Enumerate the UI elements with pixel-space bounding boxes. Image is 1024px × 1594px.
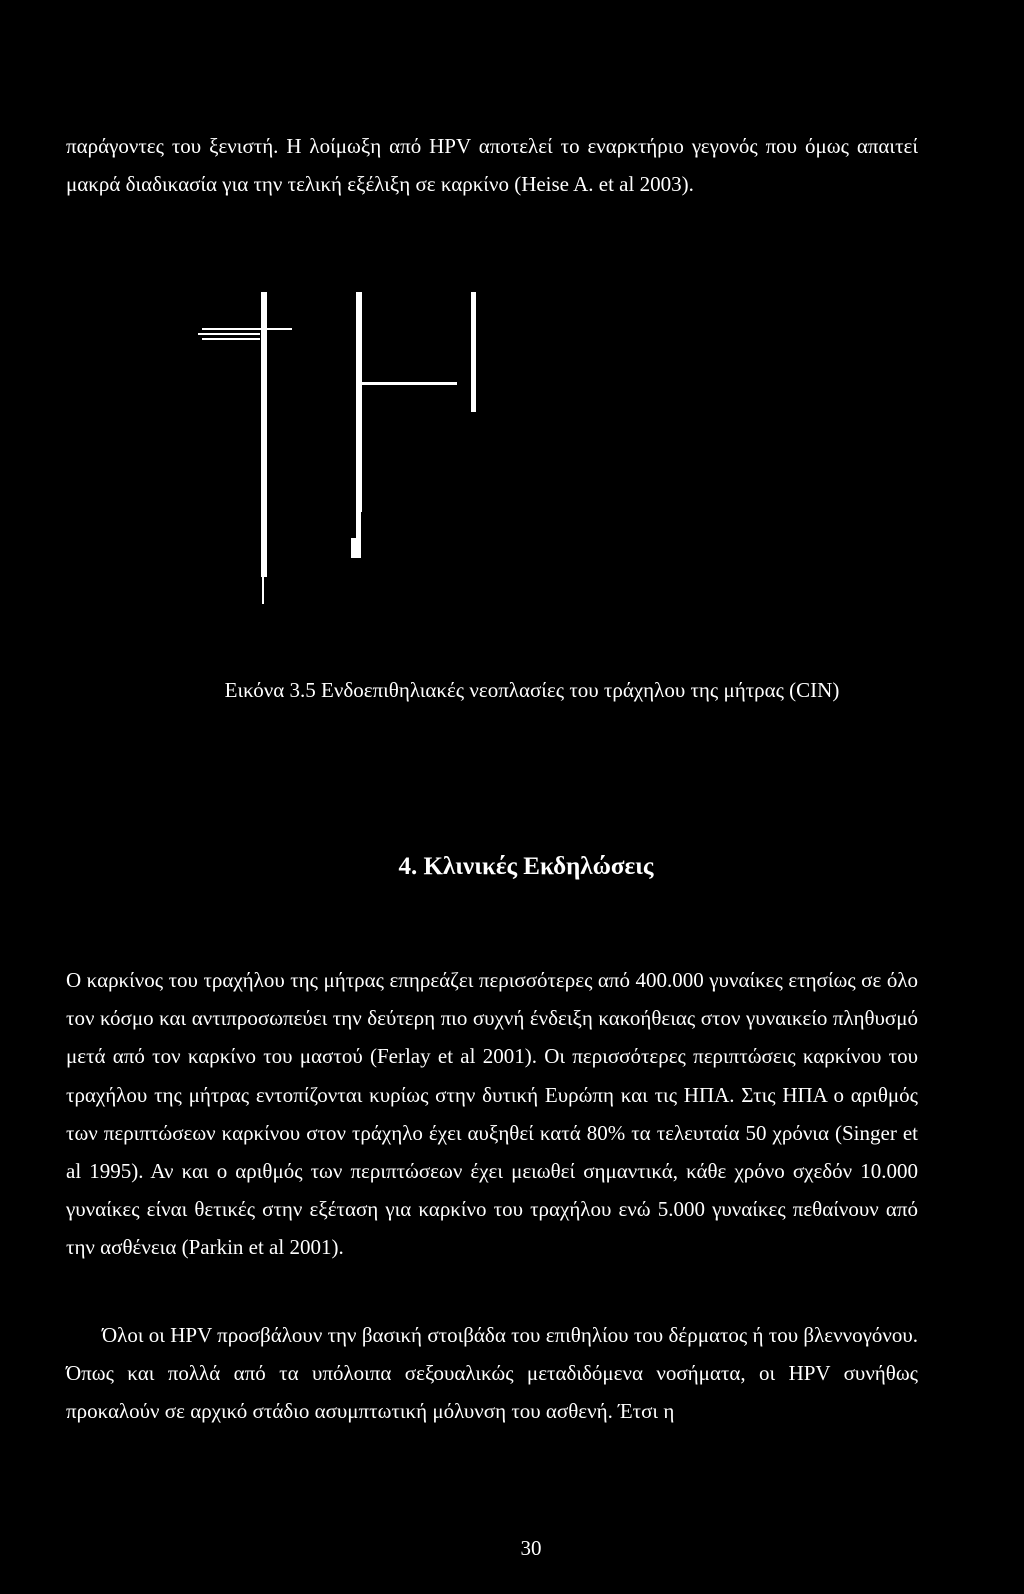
figure-stroke-top-left-1 <box>202 328 292 330</box>
intro-paragraph: παράγοντες του ξενιστή. Η λοίμωξη από HPV αποτελεί το εναρκτήριο γεγονός που όμως απαιτεί μακρά διαδικασία για την τελική εξέλιξη σε καρκίνο (Heise A. et al 2003). <box>66 134 918 197</box>
section-heading: 4. Κλινικές Εκδηλώσεις <box>398 853 654 880</box>
figure-bar-left-tail <box>262 552 264 604</box>
figure-bar-middle-lower <box>356 492 361 542</box>
figure-stroke-top-left-3 <box>202 338 260 340</box>
figure-blob-middle <box>351 538 361 558</box>
section-paragraph-1: Ο καρκίνος του τραχήλου της μήτρας επηρεάζει περισσότερες από 400.000 γυναίκες ετησίως σε όλο τον κόσμο και αντιπροσωπεύει την δεύτερη πιο συχνή ένδειξη κακοήθειας στον γυναικείο πληθυσμό μετά από τον καρκίνο του μαστού (Ferlay et al 2001). Οι περισσότερες περιπτώσεις καρκίνου του τραχήλου της μήτρας εντοπίζονται κυρίως στην δυτική Ευρώπη και τις ΗΠΑ. Στις ΗΠΑ ο αριθμός των περιπτώσεων καρκίνου στον τράχηλο έχει αυξηθεί κατά 80% τα τελευταία 50 χρόνια (Singer et al 1995). Αν και ο αριθμός των περιπτώσεων έχει μειωθεί σημαντικά, κάθε χρόνο σχεδόν 10.000 γυναίκες είναι θετικές στην εξέταση για καρκίνο του τραχήλου ενώ 5.000 γυναίκες πεθαίνουν από την ασθένεια (Parkin et al 2001). <box>66 968 918 1260</box>
figure-bar-right <box>471 292 476 412</box>
figure-caption: Εικόνα 3.5 Ενδοεπιθηλιακές νεοπλασίες του τράχηλου της μήτρας (CIN) <box>224 678 840 702</box>
figure-connector <box>362 382 457 385</box>
figure-bar-middle <box>356 292 362 512</box>
page-number: 30 <box>520 1536 542 1560</box>
figure-stroke-top-left-2 <box>198 333 260 335</box>
section-paragraph-2: Όλοι οι HPV προσβάλουν την βασική στοιβάδα του επιθηλίου του δέρματος ή του βλεννογόνου. Όπως και πολλά από τα υπόλοιπα σεξουαλικώς μεταδιδόμενα νοσήματα, οι HPV συνήθως προκαλούν σε αρχικό στάδιο ασυμπτωτική μόλυνση του ασθενή. Έτσι η <box>66 1323 918 1424</box>
cin-figure-remnant <box>196 292 496 618</box>
figure-bar-left <box>261 292 267 577</box>
figure-lines <box>198 292 476 604</box>
